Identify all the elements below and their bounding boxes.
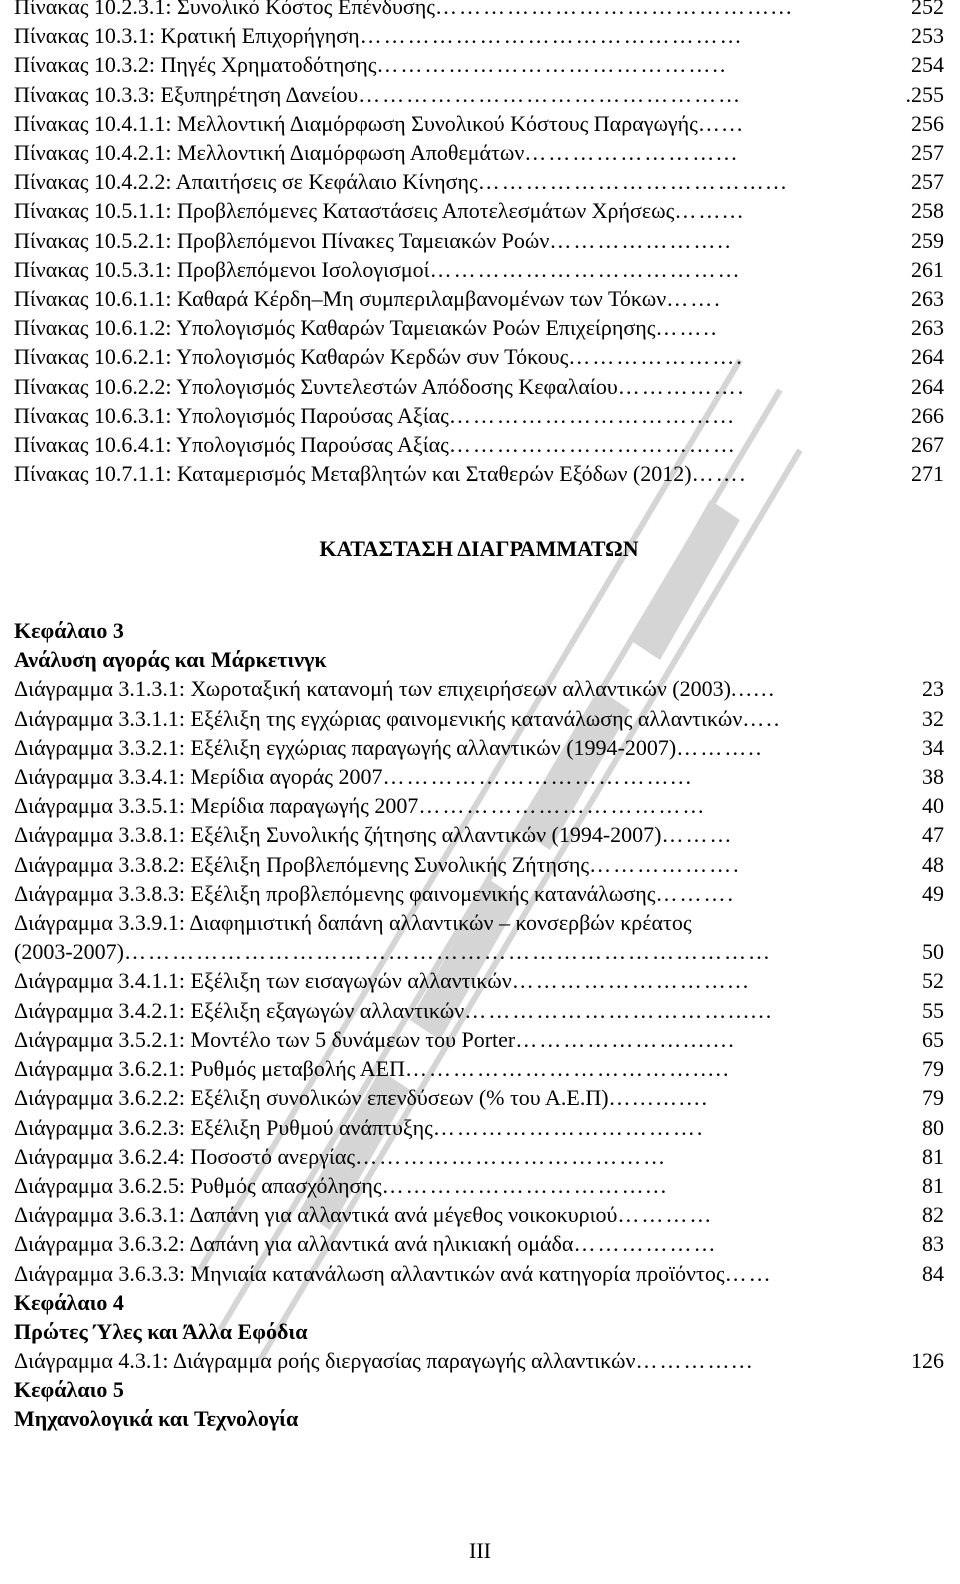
toc-page-number: 65 bbox=[922, 1026, 944, 1052]
toc-leader-dots: ………… bbox=[617, 1202, 714, 1228]
toc-leader-dots: ………………………………… bbox=[355, 1143, 668, 1169]
toc-entry-label: Πίνακας 10.6.1.2: Υπολογισμός Καθαρών Ταμειακών Ροών Επιχείρησης bbox=[14, 315, 656, 341]
toc-page-number: 55 bbox=[922, 997, 944, 1023]
toc-page-number: 47 bbox=[922, 822, 944, 848]
toc-leader-dots: …………………………………….. bbox=[376, 52, 728, 78]
toc-leader-dots: ………………….. bbox=[549, 227, 733, 253]
toc-page-number: 264 bbox=[911, 344, 944, 370]
toc-entry-label: Πίνακας 10.6.4.1: Υπολογισμός Παρούσας Αξίας bbox=[14, 432, 449, 458]
toc-entry-label: Διάγραμμα 3.4.2.1: Εξέλιξη εξαγωγών αλλαντικών bbox=[14, 997, 465, 1023]
toc-entry[interactable] bbox=[14, 50, 944, 79]
toc-page-number: 256 bbox=[911, 110, 944, 136]
toc-leader-dots: ……………………………...... bbox=[464, 997, 774, 1023]
toc-entry-label: Διάγραμμα 4.3.1: Διάγραμμα ροής διεργασίας παραγωγής αλλαντικών bbox=[14, 1347, 636, 1373]
toc-page-number: 84 bbox=[922, 1260, 944, 1286]
toc-leader-dots: ………………………………... bbox=[382, 764, 694, 790]
toc-leader-dots: ……………………………… bbox=[418, 793, 707, 819]
chapter3-diagram-list bbox=[14, 674, 944, 1287]
toc-entry-label: Πίνακας 10.5.3.1: Προβλεπόμενοι Ισολογισμοί bbox=[14, 256, 430, 282]
chapter3-subheading: Ανάλυση αγοράς και Μάρκετινγκ bbox=[14, 647, 327, 673]
toc-entry[interactable] bbox=[14, 937, 944, 966]
toc-page-number: 253 bbox=[911, 23, 944, 49]
toc-entry[interactable] bbox=[14, 138, 944, 167]
toc-entry-label: Πίνακας 10.6.1.1: Καθαρά Κέρδη–Μη συμπεριλαμβανομένων των Τόκων bbox=[14, 286, 667, 312]
toc-entry[interactable] bbox=[14, 459, 944, 488]
toc-entry-label: Πίνακας 10.4.1.1: Μελλοντική Διαμόρφωση Συνολικού Κόστους Παραγωγής bbox=[14, 110, 698, 136]
chapter3-heading: Κεφάλαιο 3 bbox=[14, 618, 124, 644]
toc-entry-label: Πίνακας 10.6.2.2: Υπολογισμός Συντελεστών Απόδοσης Κεφαλαίου bbox=[14, 373, 618, 399]
toc-entry[interactable] bbox=[14, 109, 944, 138]
toc-entry-label: Διάγραμμα 3.6.2.4: Ποσοστό ανεργίας bbox=[14, 1143, 356, 1169]
toc-page-number: 49 bbox=[922, 880, 944, 906]
toc-entry[interactable] bbox=[14, 1346, 944, 1375]
toc-page-number: 252 bbox=[911, 0, 944, 19]
toc-leader-dots: ….. bbox=[742, 705, 782, 731]
toc-leader-dots: ……... bbox=[674, 198, 745, 224]
page-number: III bbox=[469, 1538, 491, 1563]
toc-page-number: 79 bbox=[922, 1056, 944, 1082]
toc-leader-dots: ……………………………… bbox=[448, 432, 737, 458]
toc-entry[interactable] bbox=[14, 704, 944, 733]
toc-leader-dots: ……………………... bbox=[524, 140, 739, 166]
toc-page-number: 48 bbox=[922, 851, 944, 877]
toc-leader-dots: ...... bbox=[730, 676, 776, 702]
toc-entry[interactable] bbox=[14, 372, 944, 401]
toc-entry[interactable] bbox=[14, 401, 944, 430]
toc-page-number: 81 bbox=[922, 1143, 944, 1169]
toc-page-number: 52 bbox=[922, 968, 944, 994]
toc-entry-label: Διάγραμμα 3.6.3.2: Δαπάνη για αλλαντικά ανά ηλικιακή ομάδα bbox=[14, 1231, 574, 1257]
toc-entry[interactable] bbox=[14, 850, 944, 879]
toc-page-number: 264 bbox=[911, 373, 944, 399]
toc-entry[interactable] bbox=[14, 820, 944, 849]
toc-leader-dots: …... bbox=[697, 110, 745, 136]
chapter5-subheading: Μηχανολογικά και Τεχνολογία bbox=[14, 1405, 299, 1431]
toc-entry-label: Πίνακας 10.4.2.2: Απαιτήσεις σε Κεφάλαιο Κίνησης bbox=[14, 169, 478, 195]
toc-leader-dots: …………... bbox=[635, 1347, 754, 1373]
toc-leader-dots: ……………… bbox=[573, 1231, 718, 1257]
toc-page-number: 271 bbox=[911, 461, 944, 487]
chapter4-subheading: Πρώτες Ύλες και Άλλα Εφόδια bbox=[14, 1318, 308, 1344]
toc-page-number: 50 bbox=[922, 939, 944, 965]
toc-entry-label: Διάγραμμα 3.4.1.1: Εξέλιξη των εισαγωγών αλλαντικών bbox=[14, 968, 512, 994]
toc-leader-dots: …...….... bbox=[608, 1085, 710, 1111]
toc-leader-dots: ……. bbox=[691, 461, 748, 487]
toc-entry-label: Διάγραμμα 3.6.2.5: Ρυθμός απασχόλησης bbox=[14, 1172, 382, 1198]
toc-leader-dots: ……… bbox=[661, 822, 734, 848]
toc-leader-dots: …… bbox=[724, 1260, 773, 1286]
toc-entry[interactable] bbox=[14, 430, 944, 459]
toc-entry[interactable] bbox=[14, 762, 944, 791]
toc-entry-label: Πίνακας 10.7.1.1: Καταμερισμός Μεταβλητών και Σταθερών Εξόδων (2012) bbox=[14, 461, 692, 487]
tables-list bbox=[14, 0, 944, 488]
toc-page-number: 267 bbox=[911, 432, 944, 458]
toc-leader-dots: …….. bbox=[655, 315, 719, 341]
toc-entry[interactable] bbox=[14, 1083, 944, 1112]
toc-entry[interactable] bbox=[14, 674, 944, 703]
toc-entry-label: Διάγραμμα 3.3.8.3: Εξέλιξη προβλεπόμενης φαινομενικής κατανάλωσης bbox=[14, 880, 656, 906]
toc-entry[interactable] bbox=[14, 966, 944, 995]
toc-leader-dots: ………………………………… bbox=[429, 256, 742, 282]
toc-page-number: 258 bbox=[911, 198, 944, 224]
toc-page-number: 254 bbox=[911, 52, 944, 78]
toc-entry[interactable] bbox=[14, 196, 944, 225]
toc-leader-dots: ……………………………………... bbox=[434, 0, 794, 19]
toc-entry-label: Διάγραμμα 3.3.5.1: Μερίδια παραγωγής 2007 bbox=[14, 793, 419, 819]
toc-entry[interactable] bbox=[14, 1171, 944, 1200]
toc-entry-label: Διάγραμμα 3.3.8.1: Εξέλιξη Συνολικής ζήτησης αλλαντικών (1994-2007) bbox=[14, 822, 662, 848]
toc-leader-dots: ……….. bbox=[676, 734, 764, 760]
toc-page-number: 266 bbox=[911, 402, 944, 428]
toc-page-number: 34 bbox=[922, 734, 944, 760]
toc-entry-label: Πίνακας 10.5.1.1: Προβλεπόμενες Καταστάσεις Αποτελεσμάτων Χρήσεως bbox=[14, 198, 675, 224]
toc-entry[interactable] bbox=[14, 1054, 944, 1083]
toc-entry-label: Διάγραμμα 3.3.2.1: Εξέλιξη εγχώριας παραγωγής αλλαντικών (1994-2007) bbox=[14, 734, 677, 760]
toc-entry[interactable] bbox=[14, 1229, 944, 1258]
toc-entry-label: Πίνακας 10.5.2.1: Προβλεπόμενοι Πίνακες Ταμειακών Ροών bbox=[14, 227, 550, 253]
toc-entry-label: Διάγραμμα 3.5.2.1: Μοντέλο των 5 δυνάμεων του Porter bbox=[14, 1026, 516, 1052]
toc-page-number: 257 bbox=[911, 169, 944, 195]
toc-leader-dots: …………………. bbox=[568, 344, 744, 370]
toc-page-number: .255 bbox=[905, 81, 944, 107]
toc-entry-label: Διάγραμμα 3.3.1.1: Εξέλιξη της εγχώριας φαινομενικής κατανάλωσης αλλαντικών bbox=[14, 705, 743, 731]
toc-page-number: 79 bbox=[922, 1085, 944, 1111]
toc-entry-label: Διάγραμμα 3.6.3.1: Δαπάνη για αλλαντικά ανά μέγεθος νοικοκυριού bbox=[14, 1202, 618, 1228]
toc-entry-label: Διάγραμμα 3.6.2.3: Εξέλιξη Ρυθμού ανάπτυξης bbox=[14, 1114, 433, 1140]
toc-leader-dots: ………………. bbox=[589, 851, 741, 877]
toc-leader-dots: ……………………………………………………………………… bbox=[123, 939, 772, 965]
toc-entry[interactable] bbox=[14, 1113, 944, 1142]
toc-leader-dots: ……………………………... bbox=[448, 402, 736, 428]
toc-entry[interactable] bbox=[14, 996, 944, 1025]
toc-leader-dots: ………………………………... bbox=[477, 169, 789, 195]
toc-entry-label: Πίνακας 10.6.3.1: Υπολογισμός Παρούσας Αξίας bbox=[14, 402, 449, 428]
toc-page-number: 261 bbox=[911, 256, 944, 282]
toc-entry[interactable] bbox=[14, 21, 944, 50]
toc-entry-label: Πίνακας 10.3.2: Πηγές Χρηματοδότησης bbox=[14, 52, 377, 78]
toc-entry[interactable] bbox=[14, 80, 944, 109]
chapter5-heading: Κεφάλαιο 5 bbox=[14, 1376, 124, 1402]
toc-entry-label: Διάγραμμα 3.3.4.1: Μερίδια αγοράς 2007 bbox=[14, 764, 383, 790]
toc-entry-label: Διάγραμμα 3.6.3.3: Μηνιαία κατανάλωση αλλαντικών ανά κατηγορία προϊόντος bbox=[14, 1260, 725, 1286]
toc-entry-label: Διάγραμμα 3.6.2.1: Ρυθμός μεταβολής ΑΕΠ bbox=[14, 1056, 406, 1082]
toc-leader-dots: ………………………………………… bbox=[359, 23, 744, 49]
section-title: ΚΑΤΑΣΤΑΣΗ ΔΙΑΓΡΑΜΜΑΤΩΝ bbox=[319, 536, 639, 562]
toc-entry[interactable] bbox=[14, 791, 944, 820]
toc-page-number: 23 bbox=[922, 676, 944, 702]
toc-entry[interactable] bbox=[14, 1142, 944, 1171]
toc-page-number: 80 bbox=[922, 1114, 944, 1140]
toc-entry-label: Πίνακας 10.3.3: Εξυπηρέτηση Δανείου bbox=[14, 81, 359, 107]
toc-page-number: 263 bbox=[911, 315, 944, 341]
toc-entry[interactable] bbox=[14, 1200, 944, 1229]
toc-entry[interactable] bbox=[14, 284, 944, 313]
toc-page-number: 40 bbox=[922, 793, 944, 819]
toc-page-number: 82 bbox=[922, 1202, 944, 1228]
toc-leader-dots: ……………. bbox=[617, 373, 746, 399]
toc-entry[interactable] bbox=[14, 1025, 944, 1054]
toc-entry-label: Διάγραμμα 3.6.2.2: Εξέλιξη συνολικών επενδύσεων (% του Α.Ε.Π) bbox=[14, 1085, 609, 1111]
toc-page-number: 81 bbox=[922, 1172, 944, 1198]
toc-page-number: 126 bbox=[911, 1347, 944, 1373]
toc-leader-dots: ………………………………..... bbox=[405, 1056, 731, 1082]
toc-leader-dots: ……………………………... bbox=[381, 1172, 669, 1198]
toc-entry[interactable] bbox=[14, 733, 944, 762]
toc-page-number: 38 bbox=[922, 764, 944, 790]
toc-entry[interactable] bbox=[14, 313, 944, 342]
toc-entry-label: Πίνακας 10.2.3.1: Συνολικό Κόστος Επένδυσης bbox=[14, 0, 435, 19]
chapter4-diagram-list bbox=[14, 1346, 944, 1375]
toc-entry[interactable] bbox=[14, 879, 944, 908]
toc-entry-label: (2003-2007) bbox=[14, 939, 124, 965]
toc-leader-dots: ………………………………………… bbox=[358, 81, 743, 107]
toc-entry[interactable] bbox=[14, 226, 944, 255]
toc-leader-dots: …………………....... bbox=[515, 1026, 736, 1052]
toc-entry-label: Διάγραμμα 3.3.9.1: Διαφημιστική δαπάνη αλλαντικών – κονσερβών κρέατος bbox=[14, 910, 692, 936]
toc-leader-dots: ………. bbox=[655, 880, 735, 906]
toc-leader-dots: ……………………………. bbox=[432, 1114, 705, 1140]
toc-page-number: 83 bbox=[922, 1231, 944, 1257]
chapter4-heading: Κεφάλαιο 4 bbox=[14, 1289, 124, 1315]
toc-entry-label: Πίνακας 10.4.2.1: Μελλοντική Διαμόρφωση Αποθεμάτων bbox=[14, 140, 525, 166]
toc-entry-label: Πίνακας 10.6.2.1: Υπολογισμός Καθαρών Κερδών συν Τόκους bbox=[14, 344, 569, 370]
toc-entry-label: Διάγραμμα 3.3.8.2: Εξέλιξη Προβλεπόμενης Συνολικής Ζήτησης bbox=[14, 851, 590, 877]
toc-page-number: 32 bbox=[922, 705, 944, 731]
toc-entry[interactable] bbox=[14, 255, 944, 284]
toc-leader-dots: ……. bbox=[666, 286, 722, 312]
toc-entry[interactable] bbox=[14, 0, 944, 21]
toc-entry-label: Πίνακας 10.3.1: Κρατική Επιχορήγηση bbox=[14, 23, 360, 49]
toc-page-number: 257 bbox=[911, 140, 944, 166]
toc-page-number: 259 bbox=[911, 227, 944, 253]
toc-entry[interactable] bbox=[14, 342, 944, 371]
document-page bbox=[14, 0, 944, 1433]
toc-entry-label: Διάγραμμα 3.1.3.1: Χωροταξική κατανομή των επιχειρήσεων αλλαντικών (2003) bbox=[14, 676, 731, 702]
toc-page-number: 263 bbox=[911, 286, 944, 312]
toc-entry[interactable] bbox=[14, 908, 944, 937]
toc-leader-dots: ………………………... bbox=[511, 968, 751, 994]
toc-entry[interactable] bbox=[14, 1259, 944, 1288]
toc-entry[interactable] bbox=[14, 167, 944, 196]
